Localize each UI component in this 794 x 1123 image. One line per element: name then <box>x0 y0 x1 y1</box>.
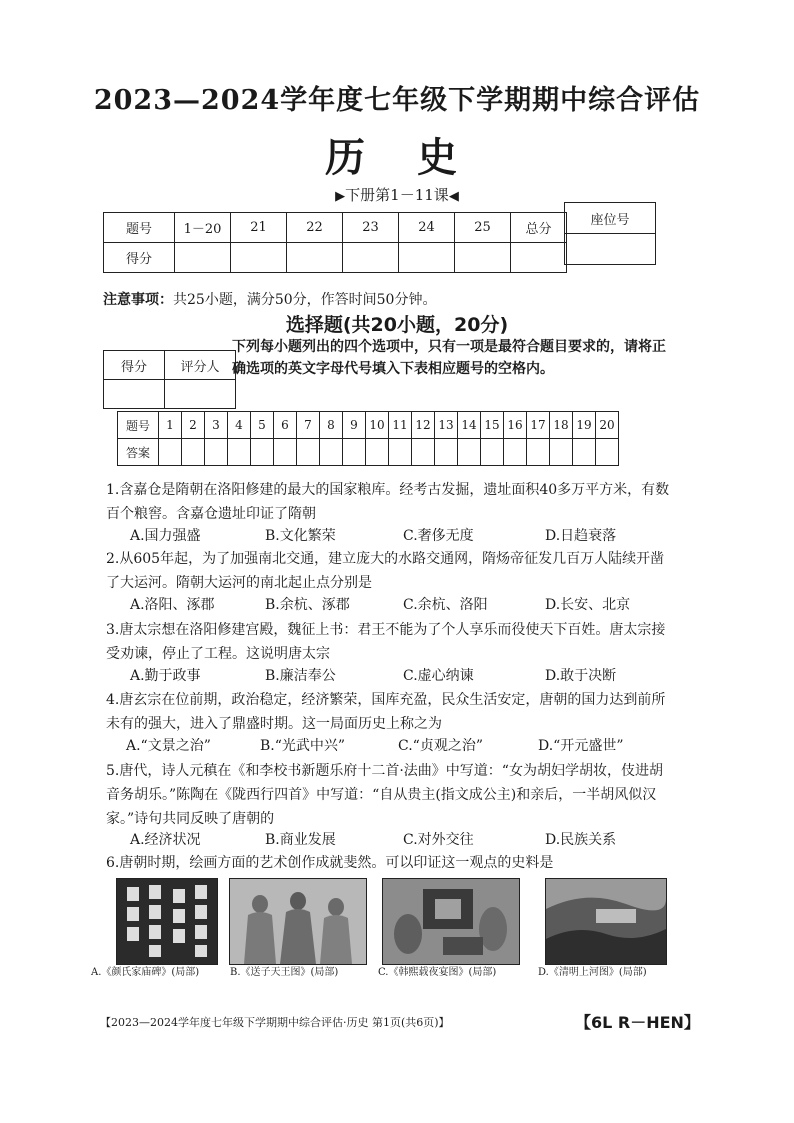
answer-number: 9 <box>343 412 366 439</box>
question-1-stem: 1.含嘉仓是隋朝在洛阳修建的最大的国家粮库。经考古发掘，遗址面积40多万平方米，有数百个粮窖。含嘉仓遗址印证了隋朝 <box>106 482 670 522</box>
answer-input-cell[interactable] <box>366 439 389 466</box>
score-cell: 22 <box>287 213 343 243</box>
scope-line <box>0 184 794 205</box>
answer-number: 16 <box>504 412 527 439</box>
score-table <box>103 212 567 273</box>
scope-text: 下册第1－11课 <box>345 186 449 204</box>
answer-number-row <box>118 412 619 439</box>
answer-fill-row <box>118 439 619 466</box>
question-5-stem: 5.唐代，诗人元稹在《和李校书新题乐府十二首·法曲》中写道：“女为胡妇学胡妆，伎进胡音务胡乐。”陈陶在《陇西行四首》中写道：“自从贵主(指文成公主)和亲后，一半胡风似汉家。”诗句共同反映了唐朝的 <box>106 763 663 827</box>
score-input-cell[interactable] <box>287 243 343 273</box>
river-scroll-sketch <box>546 879 666 964</box>
score-row-label: 得分 <box>104 243 175 273</box>
answer-number: 6 <box>274 412 297 439</box>
figure-painting-image[interactable] <box>229 878 367 965</box>
option-c[interactable]: C.虚心纳谏 <box>403 668 474 684</box>
question-5-options <box>130 829 690 851</box>
option-d[interactable]: D.长安、北京 <box>545 597 631 613</box>
answer-number: 17 <box>527 412 550 439</box>
score-input-cell[interactable] <box>175 243 231 273</box>
question-4-stem: 4.唐玄宗在位前期，政治稳定，经济繁荣，国库充盈，民众生活安定，唐朝的国力达到前所未有的强大，进入了鼎盛时期。这一局面历史上称之为 <box>106 692 666 732</box>
answer-number: 15 <box>481 412 504 439</box>
answer-number: 1 <box>159 412 182 439</box>
seat-number-label: 座位号 <box>565 203 656 234</box>
calligraphy-rubbing-image[interactable] <box>116 878 218 965</box>
score-input-cell[interactable] <box>399 243 455 273</box>
answer-input-cell[interactable] <box>251 439 274 466</box>
option-d[interactable]: D.日趋衰落 <box>545 528 617 544</box>
answer-number: 3 <box>205 412 228 439</box>
score-input-cell[interactable] <box>231 243 287 273</box>
grader-name-input[interactable] <box>165 380 236 409</box>
answer-number: 11 <box>389 412 412 439</box>
answer-number: 4 <box>228 412 251 439</box>
answer-input-cell[interactable] <box>228 439 251 466</box>
option-b[interactable]: B.文化繁荣 <box>265 528 336 544</box>
banquet-painting-image[interactable] <box>382 878 520 965</box>
question-1-options <box>130 525 690 547</box>
option-d[interactable]: D.敢于决断 <box>545 668 617 684</box>
option-b[interactable]: B.余杭、涿郡 <box>265 597 350 613</box>
answer-input-cell[interactable] <box>435 439 458 466</box>
question-3-options <box>130 665 690 687</box>
score-table-score-row <box>104 243 567 273</box>
score-cell: 24 <box>399 213 455 243</box>
answer-table <box>117 411 619 466</box>
answer-number: 2 <box>182 412 205 439</box>
option-c[interactable]: C.余杭、洛阳 <box>403 597 488 613</box>
grader-name-label: 评分人 <box>165 351 236 380</box>
option-a[interactable]: A.国力强盛 <box>130 528 201 544</box>
score-cell: 1－20 <box>175 213 231 243</box>
answer-number: 14 <box>458 412 481 439</box>
question-6-stem: 6.唐朝时期，绘画方面的艺术创作成就斐然。可以印证这一观点的史料是 <box>106 855 554 871</box>
answer-row-label: 题号 <box>118 412 159 439</box>
notice-label: 注意事项： <box>103 292 173 308</box>
answer-input-cell[interactable] <box>596 439 619 466</box>
grader-score-label: 得分 <box>104 351 165 380</box>
answer-input-cell[interactable] <box>412 439 435 466</box>
question-3-stem: 3.唐太宗想在洛阳修建宫殿，魏征上书：君王不能为了个人享乐而役使天下百姓。唐太宗接受劝谏，停止了工程。这说明唐太宗 <box>106 622 666 662</box>
answer-input-cell[interactable] <box>550 439 573 466</box>
answer-input-cell[interactable] <box>573 439 596 466</box>
option-c[interactable]: C.“贞观之治” <box>398 738 483 754</box>
answer-input-cell[interactable] <box>205 439 228 466</box>
answer-row-label: 答案 <box>118 439 159 466</box>
question-4-options <box>126 735 690 757</box>
grader-score-input[interactable] <box>104 380 165 409</box>
option-a[interactable]: A.勤于政事 <box>130 668 201 684</box>
answer-input-cell[interactable] <box>159 439 182 466</box>
option-a[interactable]: A.“文景之治” <box>126 738 211 754</box>
answer-number: 18 <box>550 412 573 439</box>
river-scroll-image[interactable] <box>545 878 667 965</box>
seat-number-input[interactable] <box>565 234 656 265</box>
answer-input-cell[interactable] <box>182 439 205 466</box>
score-cell: 总分 <box>511 213 567 243</box>
answer-number: 8 <box>320 412 343 439</box>
notice-text: 共25小题，满分50分，作答时间50分钟。 <box>173 292 437 308</box>
answer-input-cell[interactable] <box>504 439 527 466</box>
answer-input-cell[interactable] <box>458 439 481 466</box>
option-c[interactable]: C.奢侈无度 <box>403 528 474 544</box>
option-a[interactable]: A.经济状况 <box>130 832 201 848</box>
exam-code: 【6L R－HEN】 <box>575 1013 700 1032</box>
score-cell: 23 <box>343 213 399 243</box>
exam-title: 2023—2024学年度七年级下学期期中综合评估 <box>93 85 701 116</box>
answer-number: 7 <box>297 412 320 439</box>
score-cell: 25 <box>455 213 511 243</box>
score-input-cell[interactable] <box>455 243 511 273</box>
option-b[interactable]: B.“光武中兴” <box>260 738 346 754</box>
score-input-cell[interactable] <box>343 243 399 273</box>
answer-number: 12 <box>412 412 435 439</box>
option-b[interactable]: B.廉洁奉公 <box>265 668 336 684</box>
section-title: 选择题(共20小题，20分) <box>285 314 509 336</box>
answer-input-cell[interactable] <box>297 439 320 466</box>
left-triangle-icon: ◀ <box>448 189 459 204</box>
question-2-stem: 2.从605年起，为了加强南北交通，建立庞大的水路交通网，隋炀帝征发几百万人陆续开凿了大运河。隋朝大运河的南北起止点分别是 <box>106 551 665 591</box>
option-a[interactable]: A.洛阳、涿郡 <box>130 597 215 613</box>
answer-number: 10 <box>366 412 389 439</box>
subject-title: 历史 <box>325 134 509 181</box>
image-b-caption: B.《送子天王图》(局部) <box>230 967 339 978</box>
option-b[interactable]: B.商业发展 <box>265 832 336 848</box>
grader-table <box>103 350 236 409</box>
option-d[interactable]: D.民族关系 <box>545 832 617 848</box>
right-triangle-icon: ▶ <box>335 189 346 204</box>
answer-number: 20 <box>596 412 619 439</box>
answer-number: 13 <box>435 412 458 439</box>
score-table-header-row <box>104 213 567 243</box>
answer-input-cell[interactable] <box>481 439 504 466</box>
banquet-painting-sketch <box>383 879 519 964</box>
score-cell: 题号 <box>104 213 175 243</box>
option-c[interactable]: C.对外交往 <box>403 832 474 848</box>
seat-number-table <box>564 202 656 265</box>
image-d-caption: D.《清明上河图》(局部) <box>538 967 647 978</box>
answer-input-cell[interactable] <box>389 439 412 466</box>
option-d[interactable]: D.“开元盛世” <box>538 738 624 754</box>
answer-input-cell[interactable] <box>527 439 550 466</box>
answer-number: 19 <box>573 412 596 439</box>
question-2-options <box>130 594 690 616</box>
section-instruction: 下列每小题列出的四个选项中，只有一项是最符合题目要求的，请将正确选项的英文字母代号填入下表相应题号的空格内。 <box>232 339 666 377</box>
image-a-caption: A.《颜氏家庙碑》(局部) <box>91 967 200 978</box>
image-c-caption: C.《韩熙载夜宴图》(局部) <box>378 967 497 978</box>
score-cell: 21 <box>231 213 287 243</box>
calligraphy-glyphs <box>117 879 217 964</box>
answer-input-cell[interactable] <box>274 439 297 466</box>
score-input-cell[interactable] <box>511 243 567 273</box>
answer-input-cell[interactable] <box>320 439 343 466</box>
answer-input-cell[interactable] <box>343 439 366 466</box>
answer-number: 5 <box>251 412 274 439</box>
page-footer: 【2023—2024学年度七年级下学期期中综合评估·历史 第1页(共6页)】 <box>100 1016 450 1029</box>
notice <box>103 289 436 309</box>
figure-painting-sketch <box>230 879 366 964</box>
